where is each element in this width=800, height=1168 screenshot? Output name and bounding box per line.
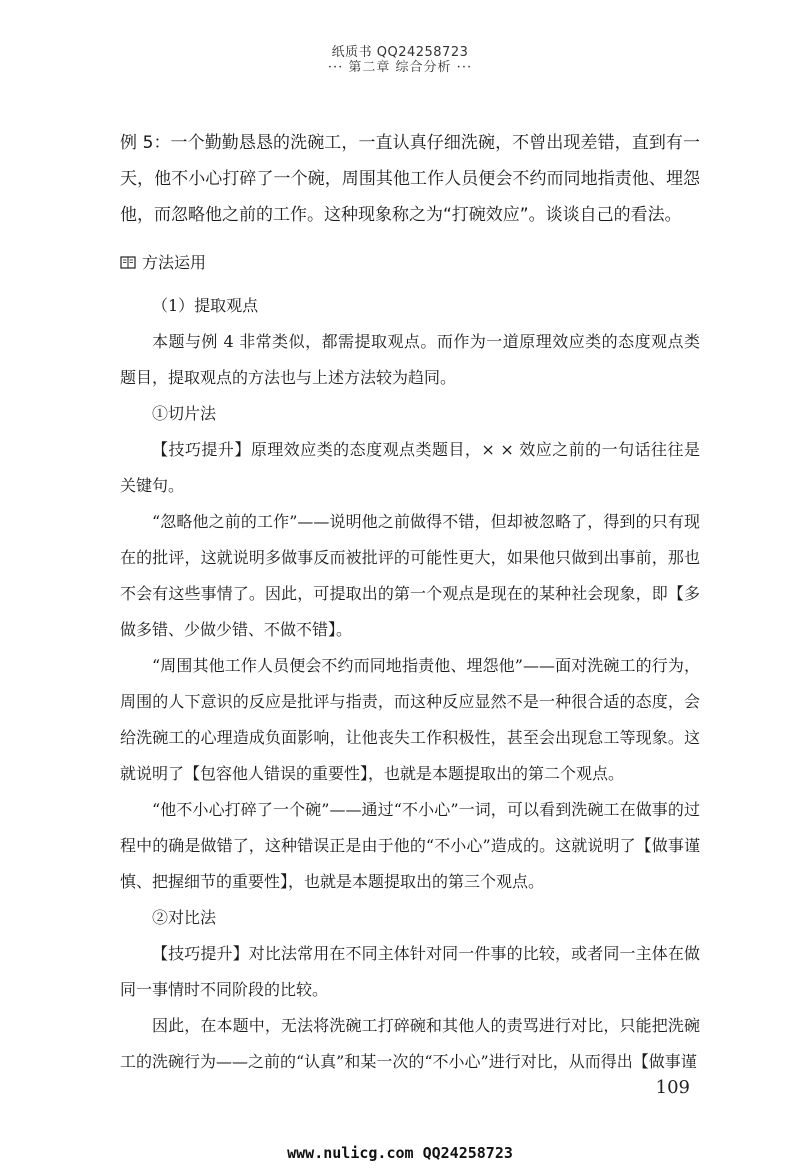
example-text: 例 5：一个勤勤恳恳的洗碗工，一直认真仔细洗碗，不曾出现差错，直到有一天，他不小心打碎了一个碗，周围其他工作人员便会不约而同地指责他、埋怨他，而忽略他之前的工作。这种现象称之为“打碗效应”。谈谈自己的看法。	[120, 133, 700, 225]
page-number: 109	[655, 1077, 690, 1098]
chapter-running-head: ··· 第二章 综合分析 ···	[327, 60, 473, 75]
section-title: 方法运用	[142, 253, 207, 272]
subheading-contrast-method: ②对比法	[152, 908, 217, 927]
section-heading	[120, 250, 206, 273]
paragraph: “他不小心打碎了一个碗”——通过“不小心”一词，可以看到洗碗工在做事的过程中的确是做错了，这种错误正是由于他的“不小心”造成的。这就说明了【做事谨慎、把握细节的重要性】，也就是本题提取出的第三个观点。	[120, 800, 700, 891]
body-text	[120, 288, 700, 1080]
paragraph: 【技巧提升】原理效应类的态度观点类题目，× × 效应之前的一句话往往是关键句。	[120, 440, 700, 495]
paragraph: 【技巧提升】对比法常用在不同主体针对同一件事的比较，或者同一主体在做同一事情时不同阶段的比较。	[120, 944, 700, 999]
paragraph: 因此，在本题中，无法将洗碗工打碎碗和其他人的责骂进行对比，只能把洗碗工的洗碗行为——之前的“认真”和某一次的“不小心”进行对比，从而得出【做事谨	[120, 1016, 700, 1071]
subheading-slice-method: ①切片法	[152, 404, 217, 423]
paragraph: “忽略他之前的工作”——说明他之前做得不错，但却被忽略了，得到的只有现在的批评，这就说明多做事反而被批评的可能性更大，如果他只做到出事前，那也不会有这些事情了。因此，可提取出的第一个观点是现在的某种社会现象，即【多做多错、少做少错、不做不错】。	[120, 512, 700, 639]
paragraph: 本题与例 4 非常类似，都需提取观点。而作为一道原理效应类的态度观点类题目，提取观点的方法也与上述方法较为趋同。	[120, 332, 700, 387]
header-watermark: 纸质书 QQ24258723	[331, 45, 469, 60]
footer-watermark: www.nulicg.com QQ24258723	[287, 1144, 513, 1162]
subheading-extract-views: （1）提取观点	[152, 296, 259, 315]
book-icon	[120, 254, 136, 270]
example-question	[120, 125, 700, 233]
paragraph: “周围其他工作人员便会不约而同地指责他、埋怨他”——面对洗碗工的行为，周围的人下意识的反应是批评与指责，而这种反应显然不是一种很合适的态度，会给洗碗工的心理造成负面影响，让他丧失工作积极性，甚至会出现怠工等现象。这就说明了【包容他人错误的重要性】，也就是本题提取出的第二个观点。	[120, 656, 700, 783]
